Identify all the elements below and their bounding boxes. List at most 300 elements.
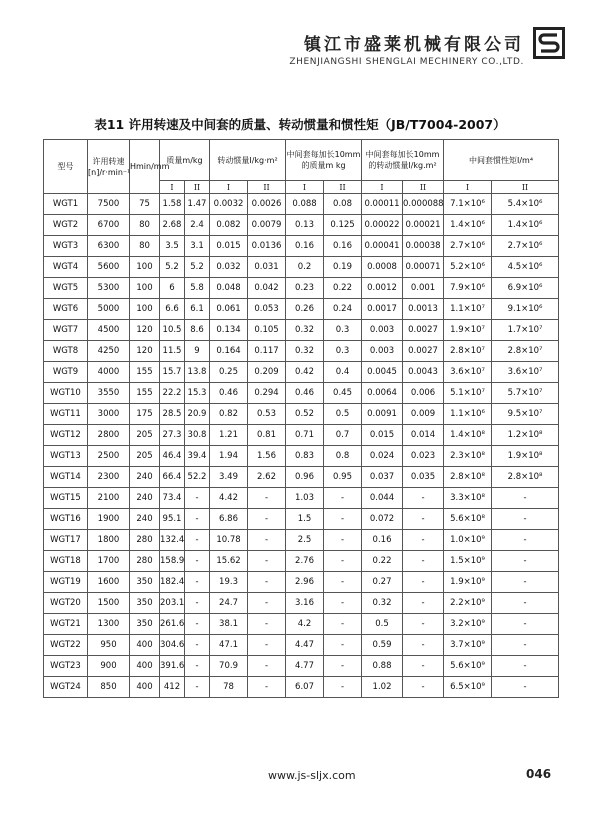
table-cell: 4250 [88,341,130,362]
table-cell: - [248,488,286,509]
table-cell: 0.5 [362,614,403,635]
table-cell: 0.16 [362,530,403,551]
table-cell: - [248,677,286,698]
table-cell: 1500 [88,593,130,614]
table-cell: 1.94 [210,446,248,467]
table-cell: - [248,593,286,614]
table-cell: 7.1×10⁶ [444,194,492,215]
table-cell: 1.2×10⁸ [492,425,559,446]
table-cell: 0.46 [286,383,324,404]
table-cell: 1300 [88,614,130,635]
table-cell: 0.105 [248,320,286,341]
table-cell: 0.7 [324,425,362,446]
table-cell: 0.003 [362,341,403,362]
subheader-cell: I [444,181,492,194]
table-cell: 1.02 [362,677,403,698]
table-cell: 1.9×10⁸ [492,446,559,467]
table-cell: 0.0027 [403,320,444,341]
table-cell: 6 [160,278,185,299]
table-cell: - [492,656,559,677]
table-cell: - [403,614,444,635]
table-cell: 304.6 [160,635,185,656]
table-cell: 0.001 [403,278,444,299]
table-cell: 11.5 [160,341,185,362]
table-cell: 0.00022 [362,215,403,236]
table-cell: 9.1×10⁶ [492,299,559,320]
table-cell: 0.035 [403,467,444,488]
table-cell: 1.1×10⁶ [444,404,492,425]
table-cell: - [248,635,286,656]
table-cell: 1.4×10⁶ [444,215,492,236]
table-cell: 1600 [88,572,130,593]
table-cell: 2800 [88,425,130,446]
table-row [44,656,559,677]
table-cell: 120 [130,320,160,341]
spec-table [43,139,559,698]
table-cell: - [185,530,210,551]
table-cell: 100 [130,278,160,299]
table-cell: WGT14 [44,467,88,488]
table-cell: 0.0091 [362,404,403,425]
page-number: 046 [526,767,552,781]
table-cell: 0.83 [286,446,324,467]
table-cell: 0.000088 [403,194,444,215]
table-row [44,215,559,236]
table-cell: 0.0064 [362,383,403,404]
table-cell: 0.27 [362,572,403,593]
table-cell: 100 [130,257,160,278]
table-cell: 5000 [88,299,130,320]
table-cell: 2.8×10⁸ [492,467,559,488]
col-hmin: Hmin/mm [130,140,160,194]
table-cell: 1.4×10⁸ [444,425,492,446]
table-cell: WGT8 [44,341,88,362]
table-cell: 1.9×10⁷ [444,320,492,341]
table-row [44,551,559,572]
table-cell: 5300 [88,278,130,299]
table-cell: - [185,488,210,509]
table-cell: - [403,656,444,677]
table-cell: 7500 [88,194,130,215]
table-cell: 70.9 [210,656,248,677]
company-name-cn: 镇江市盛莱机械有限公司 [304,35,524,55]
col-mid-mass: 中间套每加长10mm的质量m kg [286,140,362,181]
table-cell: 20.9 [185,404,210,425]
table-cell: 0.00071 [403,257,444,278]
table-cell: 3.5 [160,236,185,257]
table-cell: 5.6×10⁸ [444,509,492,530]
table-cell: 400 [130,656,160,677]
col-mass: 质量m/kg [160,140,210,181]
table-cell: 1.56 [248,446,286,467]
table-cell: 6.07 [286,677,324,698]
table-cell: 73.4 [160,488,185,509]
col-inertia: 转动惯量I/kg·m² [210,140,286,181]
table-cell: 0.003 [362,320,403,341]
table-cell: WGT21 [44,614,88,635]
subheader-cell: I [362,181,403,194]
table-cell: - [248,656,286,677]
table-cell: 6300 [88,236,130,257]
table-cell: 0.19 [324,257,362,278]
company-name-en: ZHENJIANGSHI SHENGLAI MECHINERY CO.,LTD. [289,57,524,67]
table-cell: 2300 [88,467,130,488]
table-cell: - [324,614,362,635]
table-cell: WGT20 [44,593,88,614]
table-cell: 0.71 [286,425,324,446]
table-cell: - [492,593,559,614]
table-cell: WGT18 [44,551,88,572]
table-cell: 10.5 [160,320,185,341]
table-cell: 2.62 [248,467,286,488]
table-cell: 240 [130,467,160,488]
table-cell: 0.25 [210,362,248,383]
table-cell: 1.0×10⁹ [444,530,492,551]
table-cell: 0.2 [286,257,324,278]
table-cell: 0.24 [324,299,362,320]
footer-url: www.js-sljx.com [268,769,356,782]
table-cell: WGT11 [44,404,88,425]
table-cell: - [324,509,362,530]
table-cell: WGT9 [44,362,88,383]
table-cell: 0.048 [210,278,248,299]
table-cell: 2.7×10⁶ [492,236,559,257]
table-row [44,677,559,698]
table-cell: 2.5 [286,530,324,551]
table-cell: 0.46 [210,383,248,404]
table-cell: 0.22 [324,278,362,299]
table-cell: 182.4 [160,572,185,593]
table-cell: 4500 [88,320,130,341]
table-row [44,635,559,656]
table-cell: 0.117 [248,341,286,362]
subheader-cell: II [248,181,286,194]
table-cell: 1.21 [210,425,248,446]
table-cell: - [185,572,210,593]
col-moment: 中间套惯性矩I/m⁴ [444,140,559,181]
table-row [44,194,559,215]
table-row [44,572,559,593]
table-row [44,278,559,299]
table-cell: - [324,551,362,572]
table-cell: 0.81 [248,425,286,446]
table-cell: 5.7×10⁷ [492,383,559,404]
table-cell: - [403,677,444,698]
table-cell: 0.0008 [362,257,403,278]
table-cell: 4.2 [286,614,324,635]
table-cell: 0.0043 [403,362,444,383]
table-cell: 0.0017 [362,299,403,320]
table-cell: 22.2 [160,383,185,404]
table-cell: 9.5×10⁷ [492,404,559,425]
table-cell: 0.209 [248,362,286,383]
table-cell: - [403,635,444,656]
table-cell: WGT10 [44,383,88,404]
table-cell: 350 [130,572,160,593]
table-cell: 2.4 [185,215,210,236]
table-cell: 0.22 [362,551,403,572]
subheader-cell: I [160,181,185,194]
table-cell: 3.2×10⁹ [444,614,492,635]
subheader-cell: I [286,181,324,194]
table-cell: 0.0136 [248,236,286,257]
table-cell: 0.024 [362,446,403,467]
table-cell: 30.8 [185,425,210,446]
table-cell: - [492,509,559,530]
table-cell: 4.77 [286,656,324,677]
table-cell: 0.015 [210,236,248,257]
table-cell: - [248,572,286,593]
table-cell: - [324,656,362,677]
table-cell: 850 [88,677,130,698]
table-row [44,341,559,362]
table-cell: 0.32 [362,593,403,614]
table-cell: 4000 [88,362,130,383]
table-cell: 3.3×10⁸ [444,488,492,509]
table-cell: - [403,572,444,593]
table-cell: 205 [130,425,160,446]
table-cell: 5.6×10⁹ [444,656,492,677]
table-cell: 6700 [88,215,130,236]
table-cell: 3.6×10⁷ [492,362,559,383]
table-cell: 0.3 [324,341,362,362]
table-cell: 6.1 [185,299,210,320]
table-cell: 0.0027 [403,341,444,362]
table-cell: 19.3 [210,572,248,593]
table-cell: 400 [130,635,160,656]
table-cell: - [185,656,210,677]
table-row [44,446,559,467]
table-row [44,257,559,278]
table-cell: 0.23 [286,278,324,299]
table-cell: 280 [130,551,160,572]
table-cell: 6.9×10⁶ [492,278,559,299]
table-cell: 5.2 [185,257,210,278]
table-row [44,530,559,551]
table-cell: 3.6×10⁷ [444,362,492,383]
table-cell: 203.1 [160,593,185,614]
table-cell: 0.053 [248,299,286,320]
table-cell: 1.7×10⁷ [492,320,559,341]
table-cell: - [324,530,362,551]
table-cell: 0.294 [248,383,286,404]
table-cell: - [185,551,210,572]
table-cell: 39.4 [185,446,210,467]
table-cell: 0.52 [286,404,324,425]
table-cell: - [185,635,210,656]
table-cell: 2.7×10⁶ [444,236,492,257]
table-cell: WGT3 [44,236,88,257]
table-cell: 80 [130,215,160,236]
table-cell: - [492,488,559,509]
table-cell: - [403,530,444,551]
table-cell: 0.031 [248,257,286,278]
table-cell: 0.0079 [248,215,286,236]
table-cell: 4.5×10⁶ [492,257,559,278]
table-cell: WGT15 [44,488,88,509]
subheader-cell: II [185,181,210,194]
col-model: 型号 [44,140,88,194]
subheader-cell: II [324,181,362,194]
table-cell: 0.088 [286,194,324,215]
table-cell: WGT17 [44,530,88,551]
table-cell: 3550 [88,383,130,404]
company-logo-icon [532,26,566,60]
table-cell: 46.4 [160,446,185,467]
table-cell: WGT2 [44,215,88,236]
table-title: 表11 许用转速及中间套的质量、转动惯量和惯性矩（JB/T7004-2007） [94,117,506,132]
table-cell: - [492,530,559,551]
table-cell: WGT12 [44,425,88,446]
table-cell: WGT19 [44,572,88,593]
table-cell: 9 [185,341,210,362]
table-cell: 0.3 [324,320,362,341]
table-cell: 1.47 [185,194,210,215]
table-cell: 412 [160,677,185,698]
table-cell: 0.072 [362,509,403,530]
table-cell: 1.9×10⁹ [444,572,492,593]
table-cell: - [248,530,286,551]
table-cell: 0.42 [286,362,324,383]
table-cell: - [492,635,559,656]
table-cell: 0.061 [210,299,248,320]
table-cell: 2.3×10⁸ [444,446,492,467]
table-cell: 0.00011 [362,194,403,215]
table-cell: 3.1 [185,236,210,257]
table-cell: 24.7 [210,593,248,614]
table-cell: 0.009 [403,404,444,425]
table-cell: 280 [130,530,160,551]
table-row [44,383,559,404]
subheader-cell: I [210,181,248,194]
table-cell: 2500 [88,446,130,467]
table-cell: 0.0026 [248,194,286,215]
table-cell: 47.1 [210,635,248,656]
table-cell: 95.1 [160,509,185,530]
table-cell: 205 [130,446,160,467]
table-row [44,467,559,488]
table-row [44,488,559,509]
table-cell: 15.7 [160,362,185,383]
table-cell: WGT5 [44,278,88,299]
table-row [44,404,559,425]
table-cell: 0.95 [324,467,362,488]
table-cell: 2100 [88,488,130,509]
table-cell: - [324,593,362,614]
table-cell: 0.26 [286,299,324,320]
table-cell: - [324,635,362,656]
table-cell: 0.044 [362,488,403,509]
table-cell: 0.16 [286,236,324,257]
table-cell: 5.1×10⁷ [444,383,492,404]
table-cell: 13.8 [185,362,210,383]
table-cell: - [324,488,362,509]
table-cell: 75 [130,194,160,215]
table-cell: 240 [130,488,160,509]
table-cell: 1.1×10⁷ [444,299,492,320]
table-cell: - [185,509,210,530]
table-cell: 2.76 [286,551,324,572]
table-cell: 0.0045 [362,362,403,383]
col-speed: 许用转速[n]/r·min⁻¹ [88,140,130,194]
table-cell: WGT23 [44,656,88,677]
table-cell: - [492,614,559,635]
table-cell: 240 [130,509,160,530]
table-cell: 0.13 [286,215,324,236]
table-row [44,614,559,635]
table-cell: 0.53 [248,404,286,425]
table-cell: WGT6 [44,299,88,320]
table-cell: 0.45 [324,383,362,404]
table-cell: 0.4 [324,362,362,383]
table-cell: 0.032 [210,257,248,278]
table-cell: - [185,614,210,635]
table-row [44,593,559,614]
company-header [289,30,524,67]
table-cell: 0.08 [324,194,362,215]
table-cell: - [185,677,210,698]
table-cell: 155 [130,362,160,383]
table-cell: 6.5×10⁹ [444,677,492,698]
table-cell: 0.96 [286,467,324,488]
table-cell: WGT22 [44,635,88,656]
col-mid-inertia: 中间套每加长10mm的转动惯量I/kg.m² [362,140,444,181]
table-cell: - [403,593,444,614]
table-cell: 0.8 [324,446,362,467]
table-cell: 0.88 [362,656,403,677]
table-cell: 0.16 [324,236,362,257]
table-cell: 0.00021 [403,215,444,236]
table-cell: 4.47 [286,635,324,656]
table-cell: WGT1 [44,194,88,215]
table-cell: 350 [130,614,160,635]
table-cell: 2.8×10⁷ [492,341,559,362]
table-cell: 7.9×10⁶ [444,278,492,299]
table-cell: 52.2 [185,467,210,488]
table-cell: 0.082 [210,215,248,236]
table-cell: 0.5 [324,404,362,425]
table-row [44,509,559,530]
table-cell: 0.32 [286,341,324,362]
table-cell: 0.0032 [210,194,248,215]
table-cell: - [403,509,444,530]
table-cell: 3.7×10⁹ [444,635,492,656]
table-cell: 3000 [88,404,130,425]
table-cell: 1.4×10⁶ [492,215,559,236]
table-cell: 400 [130,677,160,698]
table-cell: WGT24 [44,677,88,698]
table-cell: 0.59 [362,635,403,656]
table-cell: - [492,677,559,698]
table-cell: 0.00038 [403,236,444,257]
table-cell: 132.4 [160,530,185,551]
table-cell: 1.03 [286,488,324,509]
table-cell: 4.42 [210,488,248,509]
table-cell: 5.2×10⁶ [444,257,492,278]
table-cell: WGT13 [44,446,88,467]
header-row [44,140,559,181]
table-cell: 5.2 [160,257,185,278]
table-row [44,320,559,341]
table-cell: - [492,572,559,593]
table-cell: 120 [130,341,160,362]
table-cell: - [403,488,444,509]
table-cell: 1.58 [160,194,185,215]
table-cell: 15.3 [185,383,210,404]
table-cell: 5600 [88,257,130,278]
subheader-cell: II [403,181,444,194]
table-cell: 950 [88,635,130,656]
